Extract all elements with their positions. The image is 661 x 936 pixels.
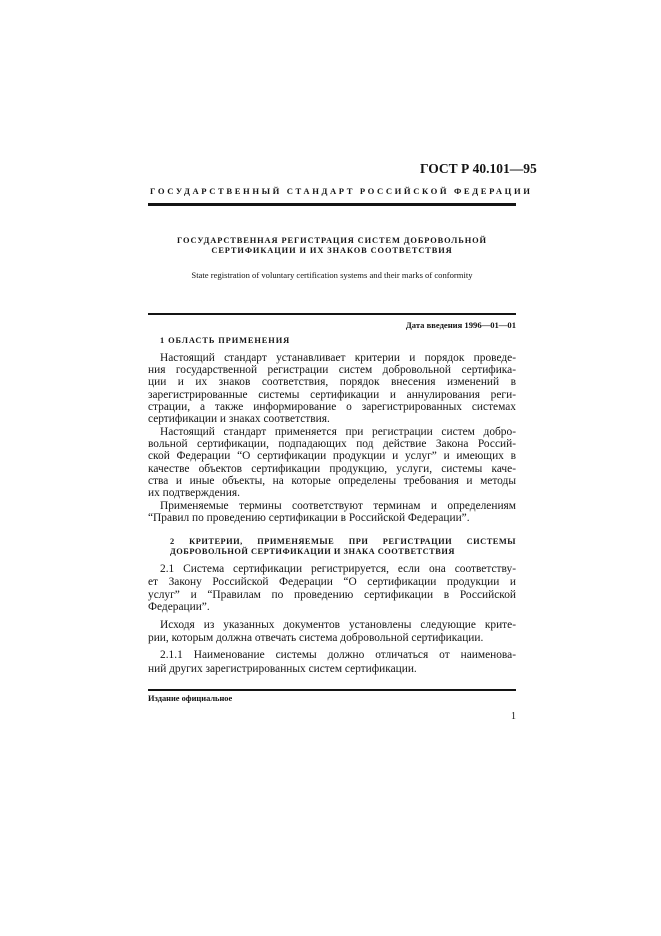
section-1-paragraph-1 [148, 352, 516, 425]
text-line: зарегистрированные системы сертификации и аннулирования реги- [148, 388, 516, 401]
title-divider [148, 313, 516, 315]
section-1-paragraph-3 [148, 500, 516, 524]
heading-line: ДОБРОВОЛЬНОЙ СЕРТИФИКАЦИИ И ЗНАКА СООТВЕТСТВИЯ [170, 547, 455, 556]
text-line: ции и их знаков соответствия, порядок внесения изменений в [148, 376, 516, 389]
edition-label: Издание официальное [148, 694, 233, 703]
text-line: Исходя из указанных документов установлены следующие крите- [160, 619, 516, 631]
text-line: услуг” и “Правилам по проведению сертификации в Российской [148, 588, 516, 601]
text-line: Настоящий стандарт устанавливает критерии и порядок проведе- [160, 352, 516, 364]
text-line: сертификации и знаках соответствия. [148, 413, 330, 426]
text-line: “Правил по проведению сертификации в Российской Федерации”. [148, 512, 470, 525]
section-1-paragraph-2 [148, 426, 516, 499]
text-line: вольной сертификации, подпадающих под действие Закона Россий- [148, 438, 516, 451]
document-title [148, 236, 516, 256]
text-line: Настоящий стандарт применяется при регистрации систем добро- [160, 426, 516, 438]
text-line: их подтверждения. [148, 487, 240, 500]
text-line: ния государственной регистрации систем добровольной сертифика- [148, 364, 516, 377]
text-line: ет Закону Российской Федерации “О сертификации продукции и [148, 575, 516, 588]
text-line: ний других зарегистрированных систем сертификации. [148, 662, 417, 675]
footer-divider [148, 689, 516, 691]
text-line: рии, которым должна отвечать система добровольной сертификации. [148, 632, 484, 644]
text-line: качестве объектов сертификации продукцию, услуги, системы каче- [148, 462, 516, 475]
text-line: Применяемые термины соответствуют терминам и определениям [160, 500, 516, 512]
clause-2-1 [148, 563, 516, 614]
page-number: 1 [511, 711, 516, 722]
title-line: ГОСУДАРСТВЕННАЯ РЕГИСТРАЦИЯ СИСТЕМ ДОБРОВОЛЬНОЙ [177, 236, 487, 245]
clause-2-1-1 [148, 649, 516, 676]
text-line: 2.1.1 Наименование системы должно отличаться от наименова- [160, 649, 516, 661]
text-line: Федерации”. [148, 601, 210, 614]
state-standard-heading: ГОСУДАРСТВЕННЫЙ СТАНДАРТ РОССИЙСКОЙ ФЕДЕРАЦИИ [150, 186, 533, 196]
section-2-heading [148, 537, 516, 557]
text-line: ской Федерации “О сертификации продукции и услуг” и имеющих в [148, 450, 516, 463]
english-title: State registration of voluntary certification systems and their marks of conformity [191, 270, 473, 280]
introduction-date: Дата введения 1996—01—01 [405, 320, 516, 330]
text-line: страции, а также информирование о зарегистрированных системах [148, 400, 516, 413]
text-line: 2.1 Система сертификации регистрируется, если она соответству- [160, 563, 516, 575]
criteria-paragraph [148, 619, 516, 645]
header-divider [148, 203, 516, 206]
title-line: СЕРТИФИКАЦИИ И ИХ ЗНАКОВ СООТВЕТСТВИЯ [211, 246, 453, 255]
section-1-heading: 1 ОБЛАСТЬ ПРИМЕНЕНИЯ [160, 336, 291, 345]
heading-line: 2 КРИТЕРИИ, ПРИМЕНЯЕМЫЕ ПРИ РЕГИСТРАЦИИ СИСТЕМЫ [170, 537, 516, 546]
text-line: ства и иные объекты, на которые определены требования и методы [148, 474, 516, 487]
standard-code: ГОСТ Р 40.101—95 [420, 161, 537, 176]
